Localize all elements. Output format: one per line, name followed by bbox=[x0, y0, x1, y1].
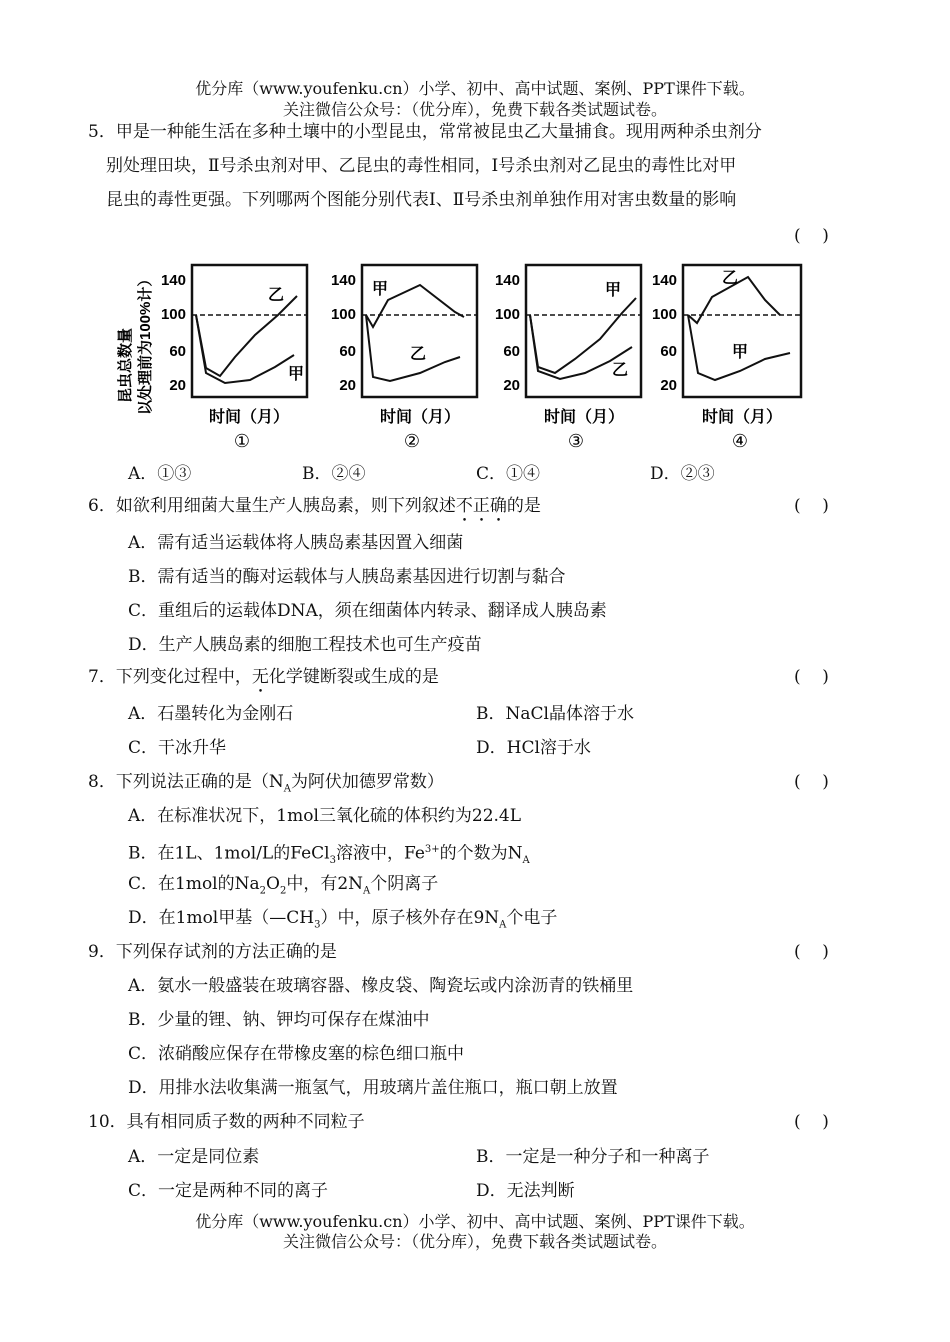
q6-stem-emphasis: 不正确 bbox=[455, 496, 507, 516]
q10-stem bbox=[88, 1110, 365, 1134]
q5-g4-number: ④ bbox=[731, 431, 749, 452]
q10-option-c[interactable]: C．一定是两种不同的离子 bbox=[128, 1181, 329, 1201]
q9-stem bbox=[88, 940, 337, 964]
q8-d-sub-1: 3 bbox=[314, 919, 321, 931]
q7-stem-emphasis: 无 bbox=[251, 667, 269, 687]
q5-g4-ytick-100: 100 bbox=[651, 306, 677, 323]
q8-option-c[interactable] bbox=[128, 872, 438, 903]
q8-option-d[interactable] bbox=[128, 906, 557, 937]
q5-number: 5． bbox=[88, 122, 116, 142]
q5-g1-label-bottom: 甲 bbox=[288, 364, 305, 383]
q5-g3-number: ③ bbox=[567, 431, 585, 452]
q5-g2-xlabel: 时间（月） bbox=[379, 407, 461, 426]
q5-ylabel-1: 昆虫总数量 bbox=[117, 327, 134, 403]
q8-c-text-4: 个阴离子 bbox=[370, 874, 439, 894]
q5-g3-label-bottom: 乙 bbox=[612, 360, 629, 379]
q10-stem-text: 具有相同质子数的两种不同粒子 bbox=[126, 1112, 365, 1132]
q5-g2-ytick-100: 100 bbox=[330, 306, 356, 323]
q8-c-text-2: O bbox=[266, 874, 280, 894]
q8-stem-sub: A bbox=[283, 783, 291, 795]
q5-g3-xlabel: 时间（月） bbox=[543, 407, 625, 426]
q5-g3-ytick-60: 60 bbox=[503, 343, 520, 360]
q5-g2-ytick-60: 60 bbox=[339, 343, 356, 360]
q7-stem-a: 下列变化过程中， bbox=[115, 667, 252, 687]
q5-g1-ytick-140: 140 bbox=[160, 272, 186, 289]
q5-g1-number: ① bbox=[233, 431, 251, 452]
q10-option-a[interactable]: A．一定是同位素 bbox=[128, 1147, 260, 1167]
q5-g1-ytick-20: 20 bbox=[169, 377, 186, 394]
q8-d-sub-2: A bbox=[499, 919, 507, 931]
q6-option-b[interactable]: B．需有适当的酶对运载体与人胰岛素基因进行切割与黏合 bbox=[128, 567, 566, 587]
q10-option-b[interactable]: B．一定是一种分子和一种离子 bbox=[476, 1147, 710, 1167]
q8-b-sub-1: 3 bbox=[329, 855, 336, 867]
q5-graph-4 bbox=[652, 265, 801, 452]
q5-g1-curve-jia bbox=[196, 315, 294, 383]
q10-option-d[interactable]: D．无法判断 bbox=[476, 1181, 575, 1201]
q5-g3-ytick-140: 140 bbox=[494, 272, 520, 289]
footer-line-2: 关注微信公众号：（优分库），免费下载各类试题试卷。 bbox=[282, 1232, 667, 1251]
q7-option-c[interactable]: C．干冰升华 bbox=[128, 738, 227, 758]
q8-c-sub-1: 2 bbox=[259, 885, 267, 897]
q6-number: 6． bbox=[88, 496, 116, 516]
q8-b-sub-2: A bbox=[522, 855, 530, 867]
q8-c-sub-3: A bbox=[363, 885, 371, 897]
q9-option-b[interactable]: B．少量的锂、钠、钾均可保存在煤油中 bbox=[128, 1010, 430, 1030]
q8-b-sup: 3+ bbox=[424, 844, 440, 855]
q8-d-text-2: ）中，原子核外存在9N bbox=[320, 908, 500, 928]
q7-number: 7． bbox=[88, 667, 116, 687]
q9-stem-text: 下列保存试剂的方法正确的是 bbox=[115, 942, 337, 962]
q5-graph-3 bbox=[495, 265, 641, 452]
q7-stem bbox=[88, 665, 439, 697]
q8-c-sub-2: 2 bbox=[279, 885, 287, 897]
q8-stem bbox=[88, 770, 444, 801]
q5-option-a[interactable]: A．①③ bbox=[128, 464, 192, 484]
q5-ylabel-2: 以处理前为100%计） bbox=[137, 271, 154, 415]
q5-g2-ytick-20: 20 bbox=[339, 377, 356, 394]
q8-d-text-1: D．在1mol甲基（—CH bbox=[128, 908, 315, 928]
header-line-2: 关注微信公众号：（优分库），免费下载各类试题试卷。 bbox=[282, 100, 667, 119]
q5-option-d[interactable]: D．②③ bbox=[650, 464, 715, 484]
q6-option-d[interactable]: D．生产人胰岛素的细胞工程技术也可生产疫苗 bbox=[128, 635, 482, 655]
q5-g4-xlabel: 时间（月） bbox=[701, 407, 783, 426]
q8-d-text-3: 个电子 bbox=[506, 908, 558, 928]
q5-option-b[interactable]: B．②④ bbox=[302, 464, 366, 484]
q5-g4-label-bottom: 甲 bbox=[732, 342, 749, 361]
q5-option-c[interactable]: C．①④ bbox=[476, 464, 541, 484]
q5-stem-line-2: 别处理田块，Ⅱ号杀虫剂对甲、乙昆虫的毒性相同，Ⅰ号杀虫剂对乙昆虫的毒性比对甲 bbox=[106, 156, 737, 176]
q10-answer-paren: ( ) bbox=[794, 1112, 829, 1132]
q6-stem-a: 如欲利用细菌大量生产人胰岛素，则下列叙述 bbox=[115, 496, 456, 516]
q9-option-a[interactable]: A．氨水一般盛装在玻璃容器、橡皮袋、陶瓷坛或内涂沥青的铁桶里 bbox=[128, 976, 634, 996]
q8-stem-c: 为阿伏加德罗常数） bbox=[290, 772, 444, 792]
q9-option-c[interactable]: C．浓硝酸应保存在带橡皮塞的棕色细口瓶中 bbox=[128, 1044, 465, 1064]
q8-b-text-2: 溶液中，Fe bbox=[335, 843, 425, 864]
q6-stem bbox=[88, 494, 541, 526]
q5-text-1: 甲是一种能生活在多种土壤中的小型昆虫，常常被昆虫乙大量捕食。现用两种杀虫剂分 bbox=[115, 122, 762, 142]
q5-g1-label-top: 乙 bbox=[268, 285, 285, 304]
q5-g3-label-top: 甲 bbox=[605, 280, 622, 299]
q6-option-c[interactable]: C．重组后的运载体DNA，须在细菌体内转录、翻译成人胰岛素 bbox=[128, 601, 607, 621]
q7-stem-c: 化学键断裂或生成的是 bbox=[268, 667, 439, 687]
q5-graph-1 bbox=[161, 265, 307, 452]
q7-option-b[interactable]: B．NaCl晶体溶于水 bbox=[476, 704, 634, 724]
q5-g4-label-top: 乙 bbox=[722, 268, 739, 287]
footer-line-1: 优分库（www.youfenku.cn）小学、初中、高中试题、案例、PPT课件下载。 bbox=[195, 1212, 755, 1231]
q8-b-text-3: 的个数为N bbox=[439, 843, 523, 864]
q6-answer-paren: ( ) bbox=[794, 496, 829, 516]
q7-option-a[interactable]: A．石墨转化为金刚石 bbox=[128, 704, 294, 724]
q5-g2-label-bottom: 乙 bbox=[410, 344, 427, 363]
q5-graph-2 bbox=[331, 265, 477, 452]
q5-g4-ytick-60: 60 bbox=[660, 343, 677, 360]
q5-g1-xlabel: 时间（月） bbox=[208, 407, 290, 426]
q10-number: 10． bbox=[88, 1112, 127, 1132]
q5-g1-curve-yi bbox=[196, 296, 297, 376]
q8-b-text-1: B．在1L、1mol/L的FeCl bbox=[128, 843, 330, 864]
q8-option-a[interactable]: A．在标准状况下，1mol三氧化硫的体积约为22.4L bbox=[128, 806, 522, 826]
q6-stem-c: 的是 bbox=[506, 496, 541, 516]
q8-c-text-3: 中，有2N bbox=[286, 874, 364, 894]
q9-answer-paren: ( ) bbox=[794, 942, 829, 962]
q5-g4-ytick-20: 20 bbox=[660, 377, 677, 394]
q5-stem-line-1 bbox=[88, 120, 762, 144]
q7-answer-paren: ( ) bbox=[794, 667, 829, 687]
q5-g2-ytick-140: 140 bbox=[330, 272, 356, 289]
q5-g2-label-top: 甲 bbox=[372, 279, 389, 298]
q5-g3-ytick-20: 20 bbox=[503, 377, 520, 394]
q5-stem-line-3: 昆虫的毒性更强。下列哪两个图能分别代表Ⅰ、Ⅱ号杀虫剂单独作用对害虫数量的影响 bbox=[106, 190, 737, 210]
q5-g3-ytick-100: 100 bbox=[494, 306, 520, 323]
q8-answer-paren: ( ) bbox=[794, 772, 829, 792]
header-line-1: 优分库（www.youfenku.cn）小学、初中、高中试题、案例、PPT课件下载。 bbox=[195, 79, 755, 98]
q6-option-a[interactable]: A．需有适当运载体将人胰岛素基因置入细菌 bbox=[128, 533, 464, 553]
q8-number: 8． bbox=[88, 772, 116, 792]
q7-option-d[interactable]: D．HCl溶于水 bbox=[476, 738, 591, 758]
q9-option-d[interactable]: D．用排水法收集满一瓶氢气，用玻璃片盖住瓶口，瓶口朝上放置 bbox=[128, 1078, 618, 1098]
q5-g1-ytick-60: 60 bbox=[169, 343, 186, 360]
q5-answer-paren: ( ) bbox=[794, 226, 829, 246]
q5-g4-ytick-140: 140 bbox=[651, 272, 677, 289]
q8-c-text-1: C．在1mol的Na bbox=[128, 874, 260, 894]
q8-option-b[interactable] bbox=[128, 838, 530, 873]
q5-figure bbox=[100, 255, 820, 455]
q5-g1-ytick-100: 100 bbox=[160, 306, 186, 323]
q5-g2-number: ② bbox=[403, 431, 421, 452]
q9-number: 9． bbox=[88, 942, 116, 962]
q8-stem-a: 下列说法正确的是（N bbox=[115, 772, 284, 792]
